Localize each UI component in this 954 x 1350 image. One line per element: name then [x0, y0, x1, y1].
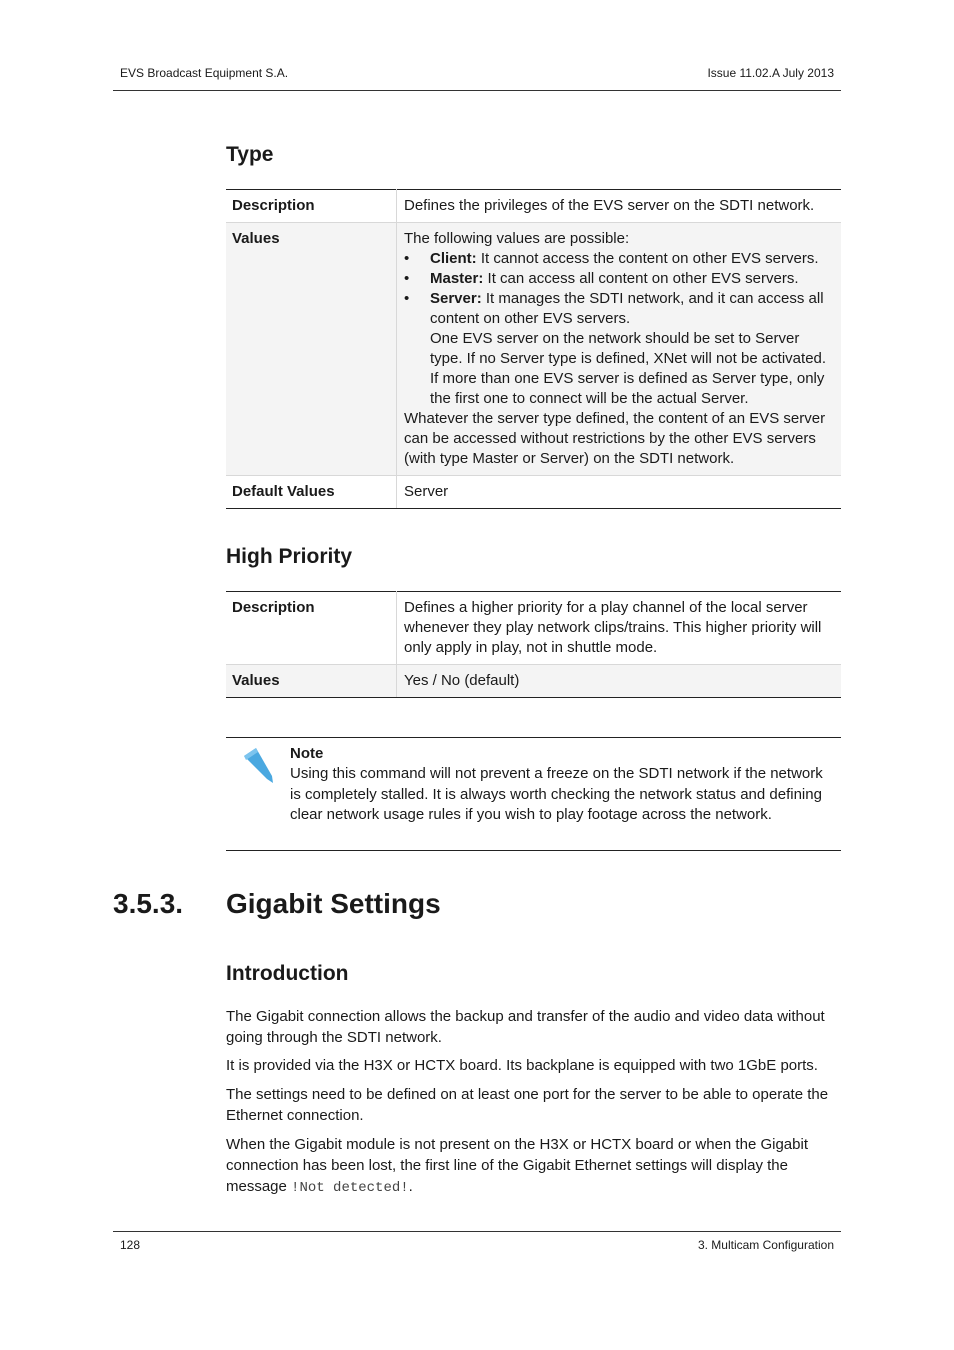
row-value: Server [397, 476, 842, 509]
server-note: One EVS server on the network should be set to Server type. If no Server type is defined, XNet will not be activated. If more than one EVS server is defined as Server type, only the first one to connect will be the actual Server. [430, 330, 827, 407]
header-issue: Issue 11.02.A July 2013 [707, 66, 834, 80]
high-priority-heading: High Priority [226, 545, 353, 568]
table-row [226, 223, 841, 476]
values-intro: The following values are possible: [404, 230, 630, 247]
list-item [404, 289, 835, 329]
section-number: 3.5.3. [113, 888, 184, 919]
row-value: Defines the privileges of the EVS server on the SDTI network. [397, 190, 842, 223]
table-row [226, 476, 841, 509]
footer-divider [113, 1231, 841, 1232]
values-outro: Whatever the server type defined, the content of an EVS server can be accessed without restrictions by the other EVS servers (with type Master or Server) on the SDTI network. [404, 410, 826, 467]
paragraph: The Gigabit connection allows the backup and transfer of the audio and video data without going through the SDTI network. [226, 1008, 825, 1046]
table-row [226, 190, 841, 223]
note-title: Note [290, 745, 324, 762]
section-title: Gigabit Settings [226, 888, 441, 919]
page-number: 128 [120, 1238, 141, 1252]
value-text: It cannot access the content on other EVS servers. [476, 250, 819, 267]
value-term: Master: [430, 270, 484, 287]
list-item [404, 269, 835, 289]
row-key: Description [226, 190, 397, 223]
value-term: Client: [430, 250, 477, 267]
introduction-heading: Introduction [226, 962, 349, 985]
note-body: Using this command will not prevent a freeze on the SDTI network if the network is completely stalled. It is always worth checking the network status and defining clear network usage rules if you wish to play footage across the network. [290, 765, 823, 823]
value-term: Server: [430, 290, 482, 307]
chapter-label: 3. Multicam Configuration [697, 1238, 834, 1252]
high-priority-table [226, 591, 841, 698]
paragraph [226, 1134, 846, 1199]
table-row [226, 592, 841, 665]
list-item [404, 249, 835, 269]
row-key: Values [226, 223, 397, 476]
values-list [404, 249, 835, 329]
paragraph-end: . [408, 1178, 413, 1195]
header-company: EVS Broadcast Equipment S.A. [120, 66, 289, 80]
paragraph-text: When the Gigabit module is not present on the H3X or HCTX board or when the Gigabit connection has been lost, the first line of the Gigabit Ethernet settings will display the message [226, 1136, 808, 1195]
values-cell [397, 223, 842, 476]
paragraph: The settings need to be defined on at least one port for the server to be able to operate the Ethernet connection. [226, 1086, 829, 1124]
table-row [226, 665, 841, 698]
note-box [226, 737, 841, 851]
row-key: Default Values [226, 476, 397, 509]
row-value: Defines a higher priority for a play channel of the local server whenever they play network clips/trains. This higher priority will only apply in play, not in shuttle mode. [397, 592, 842, 665]
message-code: !Not detected! [291, 1180, 409, 1196]
header-divider [113, 90, 841, 91]
value-text: It can access all content on other EVS servers. [483, 270, 799, 287]
value-text: It manages the SDTI network, and it can access all content on other EVS servers. [430, 290, 824, 327]
type-heading: Type [226, 143, 274, 166]
type-table [226, 189, 841, 509]
paragraph: It is provided via the H3X or HCTX board. Its backplane is equipped with two 1GbE ports. [226, 1057, 818, 1074]
row-key: Values [226, 665, 397, 698]
row-key: Description [226, 592, 397, 665]
pencil-icon [242, 746, 276, 784]
row-value: Yes / No (default) [397, 665, 842, 698]
